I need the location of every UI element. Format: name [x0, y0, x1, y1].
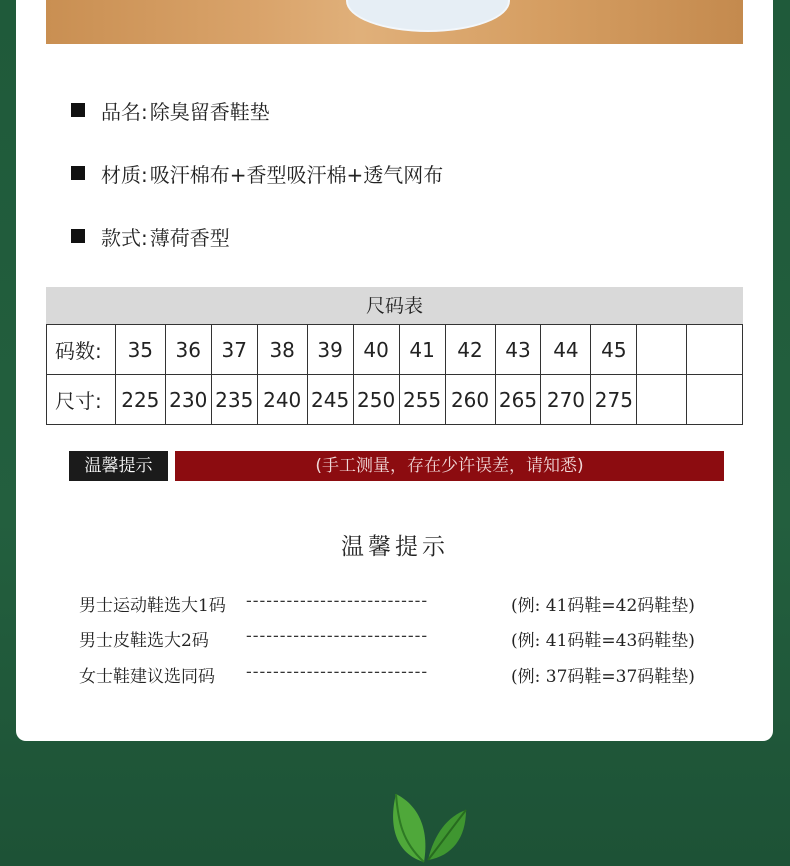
size-cell: 37	[211, 325, 257, 375]
tip-row	[79, 626, 719, 651]
notice-tag: 温馨提示	[69, 451, 168, 481]
tip-left: 男士皮鞋选大2码	[79, 631, 209, 651]
size-cell: 40	[353, 325, 399, 375]
product-photo-bottom	[46, 0, 743, 44]
tips-heading: 温馨提示	[341, 534, 449, 560]
size-cell	[637, 325, 687, 375]
spec-style-value: 薄荷香型	[149, 225, 230, 250]
table-row	[47, 325, 743, 375]
length-cell: 245	[307, 375, 353, 425]
size-cell: 45	[591, 325, 637, 375]
tip-row	[79, 662, 719, 687]
size-chart-title: 尺码表	[46, 287, 743, 325]
spec-name-label: 品名:	[101, 99, 148, 124]
bullet-square-icon	[71, 229, 85, 243]
tip-dashes: ---------------------------	[246, 591, 429, 611]
spec-name-value: 除臭留香鞋垫	[149, 99, 270, 124]
length-cell: 230	[165, 375, 211, 425]
spec-material-label: 材质:	[101, 162, 148, 187]
tip-left: 女士鞋建议选同码	[79, 667, 215, 687]
bullet-square-icon	[71, 166, 85, 180]
spec-name	[71, 97, 270, 123]
size-cell: 41	[399, 325, 445, 375]
spec-material-value: 吸汗棉布+香型吸汗棉+透气网布	[149, 162, 444, 187]
row-header-size: 码数:	[47, 325, 116, 375]
notice-bar: (手工测量，存在少许误差，请知悉)	[175, 451, 724, 481]
length-cell	[637, 375, 687, 425]
table-row	[47, 375, 743, 425]
spec-style	[71, 223, 230, 249]
length-cell: 275	[591, 375, 637, 425]
length-cell: 265	[495, 375, 541, 425]
size-cell: 35	[115, 325, 165, 375]
length-cell: 270	[541, 375, 591, 425]
tip-example: (例: 41码鞋=43码鞋垫)	[511, 631, 695, 651]
tip-dashes: ---------------------------	[246, 626, 429, 646]
size-chart-table	[46, 324, 743, 425]
length-cell: 250	[353, 375, 399, 425]
tip-example: (例: 41码鞋=42码鞋垫)	[511, 596, 695, 616]
size-cell: 39	[307, 325, 353, 375]
size-cell: 43	[495, 325, 541, 375]
tip-dashes: ---------------------------	[246, 662, 429, 682]
size-cell	[687, 325, 743, 375]
tip-example: (例: 37码鞋=37码鞋垫)	[511, 667, 695, 687]
tip-left: 男士运动鞋选大1码	[79, 596, 226, 616]
length-cell: 225	[115, 375, 165, 425]
size-cell: 36	[165, 325, 211, 375]
size-cell: 38	[257, 325, 307, 375]
size-cell: 44	[541, 325, 591, 375]
length-cell: 235	[211, 375, 257, 425]
spec-material	[71, 160, 443, 186]
spec-style-label: 款式:	[101, 225, 148, 250]
size-cell: 42	[445, 325, 495, 375]
length-cell: 240	[257, 375, 307, 425]
insole-image-edge	[346, 0, 510, 32]
length-cell: 260	[445, 375, 495, 425]
row-header-length: 尺寸:	[47, 375, 116, 425]
length-cell	[687, 375, 743, 425]
tip-row	[79, 591, 719, 616]
bullet-square-icon	[71, 103, 85, 117]
length-cell: 255	[399, 375, 445, 425]
mint-leaf-icon	[386, 790, 468, 866]
